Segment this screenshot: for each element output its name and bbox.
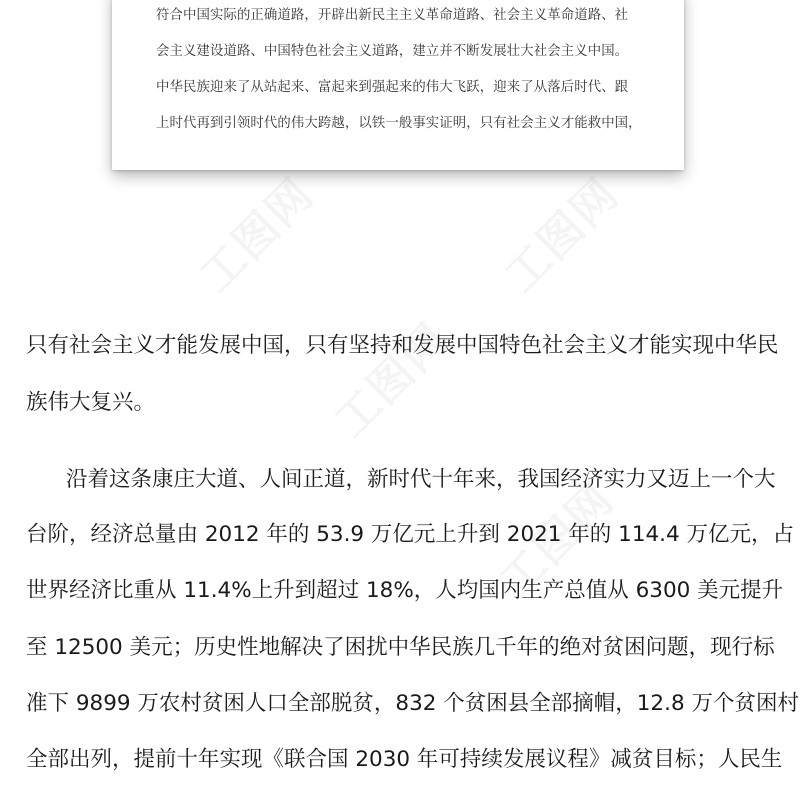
paragraph-line: 台阶，经济总量由 2012 年的 53.9 万亿元上升到 2021 年的 114.4 万亿元，占 [26,522,795,547]
paragraph-line: 世界经济比重从 11.4%上升到超过 18%，人均国内生产总值从 6300 美元提升 [26,578,784,603]
watermark [488,161,631,304]
paragraph-line: 只有社会主义才能发展中国，只有坚持和发展中国特色社会主义才能实现中华民 [26,333,779,358]
card-text-line: 符合中国实际的正确道路，开辟出新民主主义革命道路、社会主义革命道路、社 [156,8,629,23]
card-text-line: 中华民族迎来了从站起来、富起来到强起来的伟大飞跃，迎来了从落后时代、跟 [156,80,629,95]
paragraph-line: 族伟大复兴。 [26,390,156,415]
paragraph-line: 沿着这条康庄大道、人间正道，新时代十年来，我国经济实力又迈上一个大 [66,467,776,492]
watermark [318,306,461,449]
paragraph-line: 至 12500 美元；历史性地解决了困扰中华民族几千年的绝对贫困问题，现行标 [26,635,775,660]
paragraph-line: 全部出列，提前十年实现《联合国 2030 年可持续发展议程》减贫目标；人民生 [26,747,783,772]
card-text-line: 上时代再到引领时代的伟大跨越，以铁一般事实证明，只有社会主义才能救中国， [156,116,642,131]
paragraph-line: 准下 9899 万农村贫困人口全部脱贫，832 个贫困县全部摘帽，12.8 万个贫困村 [26,691,799,716]
quote-card [112,0,684,170]
card-text-line: 会主义建设道路、中国特色社会主义道路，建立并不断发展壮大社会主义中国。 [156,44,629,59]
watermark [183,161,326,304]
